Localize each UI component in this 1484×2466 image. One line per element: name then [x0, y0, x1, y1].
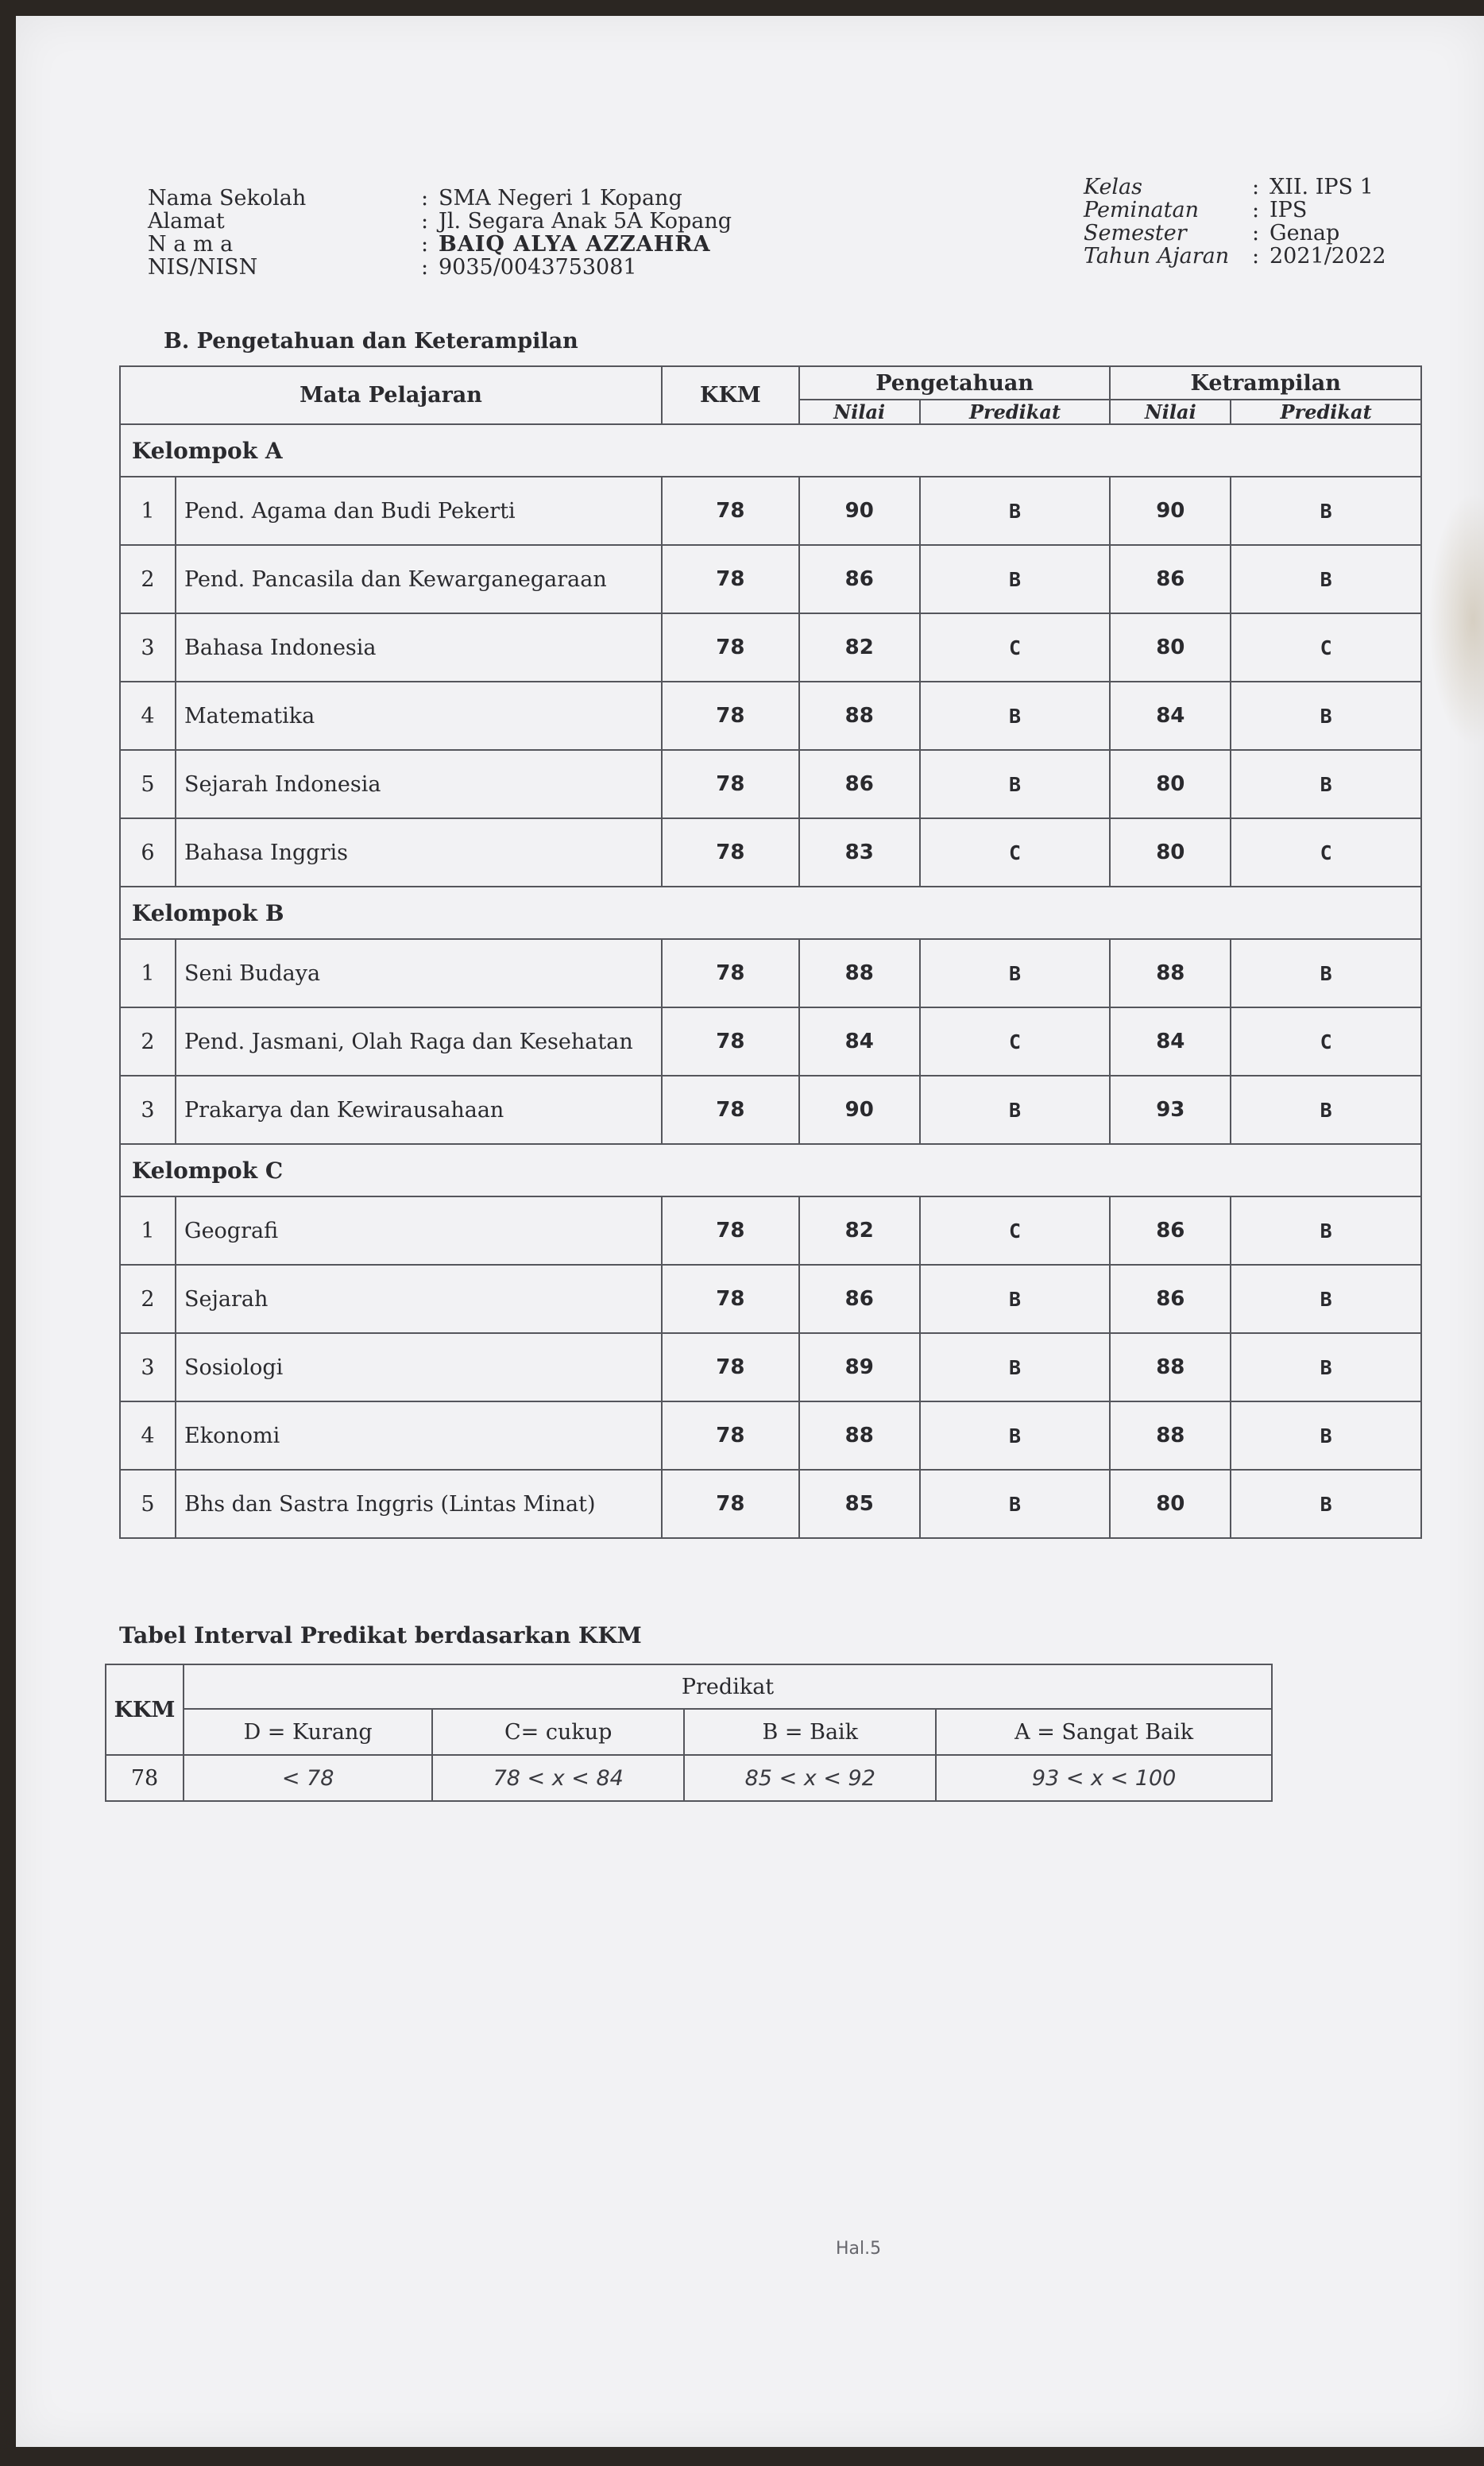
- ketrampilan-predikat: B: [1231, 750, 1421, 818]
- pengetahuan-nilai: 86: [799, 1265, 920, 1333]
- subject-name: Ekonomi: [176, 1401, 662, 1470]
- group-row: [120, 424, 1421, 477]
- subject-name: Sejarah: [176, 1265, 662, 1333]
- group-label: Kelompok C: [120, 1144, 1421, 1196]
- info-label: Peminatan: [1084, 198, 1199, 222]
- ketrampilan-predikat: B: [1231, 682, 1421, 750]
- info-label: Tahun Ajaran: [1084, 244, 1230, 269]
- ketrampilan-nilai: 84: [1110, 1007, 1231, 1076]
- info-value: IPS: [1270, 198, 1308, 222]
- interval-col-d: D = Kurang: [184, 1709, 432, 1755]
- info-label: Nama Sekolah: [148, 186, 307, 211]
- pengetahuan-nilai: 88: [799, 1401, 920, 1470]
- pengetahuan-predikat: B: [920, 545, 1111, 613]
- header-subject: Mata Pelajaran: [120, 366, 662, 424]
- info-separator: :: [1252, 198, 1260, 222]
- subject-name: Seni Budaya: [176, 939, 662, 1007]
- info-label: Alamat: [148, 209, 225, 234]
- ketrampilan-nilai: 86: [1110, 1196, 1231, 1265]
- subject-name: Geografi: [176, 1196, 662, 1265]
- ketrampilan-nilai: 88: [1110, 1333, 1231, 1401]
- ketrampilan-predikat: C: [1231, 818, 1421, 887]
- ketrampilan-predikat: C: [1231, 613, 1421, 682]
- table-row: [120, 1333, 1421, 1401]
- ketrampilan-predikat: B: [1231, 545, 1421, 613]
- interval-header-predikat: Predikat: [184, 1664, 1272, 1709]
- table-row: [120, 1470, 1421, 1538]
- interval-range-c: 78 < x < 84: [432, 1755, 684, 1801]
- pengetahuan-nilai: 86: [799, 545, 920, 613]
- subject-name: Bahasa Inggris: [176, 818, 662, 887]
- ketrampilan-nilai: 80: [1110, 613, 1231, 682]
- ketrampilan-nilai: 86: [1110, 1265, 1231, 1333]
- subject-name: Bahasa Indonesia: [176, 613, 662, 682]
- table-row: [120, 613, 1421, 682]
- ketrampilan-predikat: B: [1231, 1333, 1421, 1401]
- kkm-value: 78: [662, 750, 799, 818]
- info-separator: :: [1252, 244, 1260, 269]
- info-value: 2021/2022: [1270, 244, 1386, 269]
- table-row: [120, 818, 1421, 887]
- kkm-value: 78: [662, 613, 799, 682]
- subject-name: Pend. Agama dan Budi Pekerti: [176, 477, 662, 545]
- pengetahuan-predikat: B: [920, 1401, 1111, 1470]
- kkm-value: 78: [662, 1401, 799, 1470]
- pengetahuan-predikat: B: [920, 750, 1111, 818]
- kkm-value: 78: [662, 1196, 799, 1265]
- row-number: 2: [120, 1007, 176, 1076]
- interval-range-d: < 78: [184, 1755, 432, 1801]
- kkm-value: 78: [662, 1007, 799, 1076]
- header-ketrampilan: Ketrampilan: [1110, 366, 1421, 400]
- row-number: 1: [120, 477, 176, 545]
- row-number: 5: [120, 750, 176, 818]
- table-row: [120, 939, 1421, 1007]
- subject-name: Pend. Pancasila dan Kewarganegaraan: [176, 545, 662, 613]
- interval-table: [105, 1664, 1273, 1802]
- interval-col-b: B = Baik: [684, 1709, 936, 1755]
- ketrampilan-nilai: 88: [1110, 939, 1231, 1007]
- info-value: Genap: [1270, 221, 1340, 245]
- pengetahuan-predikat: C: [920, 818, 1111, 887]
- ketrampilan-predikat: C: [1231, 1007, 1421, 1076]
- interval-range-a: 93 < x < 100: [936, 1755, 1272, 1801]
- ketrampilan-nilai: 90: [1110, 477, 1231, 545]
- info-row-class: [1084, 176, 1386, 199]
- header-kkm: KKM: [662, 366, 799, 424]
- group-row: [120, 887, 1421, 939]
- student-name: BAIQ ALYA AZZAHRA: [439, 232, 711, 257]
- table-row: [120, 682, 1421, 750]
- pengetahuan-predikat: B: [920, 1265, 1111, 1333]
- row-number: 1: [120, 939, 176, 1007]
- kkm-value: 78: [662, 1470, 799, 1538]
- ketrampilan-nilai: 80: [1110, 750, 1231, 818]
- pengetahuan-predikat: B: [920, 1076, 1111, 1144]
- pengetahuan-predikat: C: [920, 1196, 1111, 1265]
- table-row: [120, 1076, 1421, 1144]
- info-separator: :: [1252, 175, 1260, 199]
- subject-name: Bhs dan Sastra Inggris (Lintas Minat): [176, 1470, 662, 1538]
- info-label: Semester: [1084, 221, 1187, 245]
- info-row-nis: [148, 257, 732, 280]
- table-row: [120, 545, 1421, 613]
- pengetahuan-nilai: 84: [799, 1007, 920, 1076]
- kkm-value: 78: [662, 1076, 799, 1144]
- pengetahuan-nilai: 89: [799, 1333, 920, 1401]
- header-k-predikat: Predikat: [1231, 400, 1421, 424]
- subject-name: Matematika: [176, 682, 662, 750]
- row-number: 3: [120, 1333, 176, 1401]
- row-number: 4: [120, 682, 176, 750]
- kkm-value: 78: [662, 1333, 799, 1401]
- header-k-nilai: Nilai: [1110, 400, 1231, 424]
- info-separator: :: [421, 186, 429, 211]
- group-label: Kelompok A: [120, 424, 1421, 477]
- ketrampilan-predikat: B: [1231, 1470, 1421, 1538]
- info-separator: :: [421, 232, 429, 257]
- kkm-value: 78: [662, 1265, 799, 1333]
- ketrampilan-nilai: 84: [1110, 682, 1231, 750]
- info-label: N a m a: [148, 232, 234, 257]
- table-row: [120, 1265, 1421, 1333]
- pengetahuan-predikat: B: [920, 1470, 1111, 1538]
- ketrampilan-nilai: 93: [1110, 1076, 1231, 1144]
- interval-kkm-value: 78: [106, 1755, 184, 1801]
- pengetahuan-nilai: 88: [799, 939, 920, 1007]
- ketrampilan-predikat: B: [1231, 1196, 1421, 1265]
- table-row: [120, 750, 1421, 818]
- row-number: 5: [120, 1470, 176, 1538]
- student-info-right: [1084, 176, 1386, 269]
- pengetahuan-predikat: B: [920, 1333, 1111, 1401]
- info-row-major: [1084, 199, 1386, 222]
- kkm-value: 78: [662, 939, 799, 1007]
- ketrampilan-nilai: 88: [1110, 1401, 1231, 1470]
- pengetahuan-predikat: C: [920, 1007, 1111, 1076]
- row-number: 2: [120, 1265, 176, 1333]
- pengetahuan-nilai: 88: [799, 682, 920, 750]
- row-number: 3: [120, 1076, 176, 1144]
- pengetahuan-nilai: 90: [799, 477, 920, 545]
- pengetahuan-nilai: 85: [799, 1470, 920, 1538]
- interval-col-c: C= cukup: [432, 1709, 684, 1755]
- table-row: [120, 477, 1421, 545]
- row-number: 1: [120, 1196, 176, 1265]
- ketrampilan-predikat: B: [1231, 1076, 1421, 1144]
- info-separator: :: [421, 255, 429, 280]
- info-label: Kelas: [1084, 175, 1143, 199]
- kkm-value: 78: [662, 818, 799, 887]
- ketrampilan-nilai: 80: [1110, 1470, 1231, 1538]
- pengetahuan-nilai: 82: [799, 613, 920, 682]
- kkm-value: 78: [662, 477, 799, 545]
- ketrampilan-predikat: B: [1231, 939, 1421, 1007]
- interval-table-title: Tabel Interval Predikat berdasarkan KKM: [119, 1622, 642, 1649]
- info-row-semester: [1084, 222, 1386, 245]
- row-number: 2: [120, 545, 176, 613]
- pengetahuan-predikat: B: [920, 477, 1111, 545]
- info-value: Jl. Segara Anak 5A Kopang: [439, 209, 732, 234]
- interval-range-b: 85 < x < 92: [684, 1755, 936, 1801]
- grades-body: [120, 424, 1421, 1538]
- info-value: 9035/0043753081: [439, 255, 637, 280]
- info-row-school: [148, 187, 732, 211]
- ketrampilan-predikat: B: [1231, 1401, 1421, 1470]
- subject-name: Pend. Jasmani, Olah Raga dan Kesehatan: [176, 1007, 662, 1076]
- table-row: [120, 1401, 1421, 1470]
- info-value: SMA Negeri 1 Kopang: [439, 186, 682, 211]
- ketrampilan-predikat: B: [1231, 1265, 1421, 1333]
- interval-header-kkm: KKM: [106, 1664, 184, 1755]
- pengetahuan-nilai: 86: [799, 750, 920, 818]
- info-separator: :: [421, 209, 429, 234]
- pengetahuan-nilai: 83: [799, 818, 920, 887]
- subject-name: Sejarah Indonesia: [176, 750, 662, 818]
- paper-stain: [1428, 493, 1484, 747]
- pengetahuan-predikat: B: [920, 939, 1111, 1007]
- kkm-value: 78: [662, 545, 799, 613]
- ketrampilan-nilai: 80: [1110, 818, 1231, 887]
- pengetahuan-nilai: 90: [799, 1076, 920, 1144]
- header-p-nilai: Nilai: [799, 400, 920, 424]
- pengetahuan-predikat: B: [920, 682, 1111, 750]
- header-p-predikat: Predikat: [920, 400, 1111, 424]
- subject-name: Prakarya dan Kewirausahaan: [176, 1076, 662, 1144]
- pengetahuan-nilai: 82: [799, 1196, 920, 1265]
- info-value: XII. IPS 1: [1270, 175, 1374, 199]
- pengetahuan-predikat: C: [920, 613, 1111, 682]
- ketrampilan-nilai: 86: [1110, 545, 1231, 613]
- kkm-value: 78: [662, 682, 799, 750]
- info-row-name: [148, 234, 732, 257]
- info-row-address: [148, 211, 732, 234]
- section-title: B. Pengetahuan dan Keterampilan: [164, 329, 578, 354]
- info-row-year: [1084, 245, 1386, 269]
- table-row: [120, 1007, 1421, 1076]
- student-info-left: [148, 187, 732, 280]
- page-number: Hal.5: [836, 2239, 882, 2259]
- info-separator: :: [1252, 221, 1260, 245]
- grades-table: [119, 365, 1422, 1539]
- group-row: [120, 1144, 1421, 1196]
- table-row: [120, 1196, 1421, 1265]
- header-pengetahuan: Pengetahuan: [799, 366, 1111, 400]
- row-number: 4: [120, 1401, 176, 1470]
- group-label: Kelompok B: [120, 887, 1421, 939]
- subject-name: Sosiologi: [176, 1333, 662, 1401]
- row-number: 3: [120, 613, 176, 682]
- ketrampilan-predikat: B: [1231, 477, 1421, 545]
- row-number: 6: [120, 818, 176, 887]
- info-label: NIS/NISN: [148, 255, 258, 280]
- interval-col-a: A = Sangat Baik: [936, 1709, 1272, 1755]
